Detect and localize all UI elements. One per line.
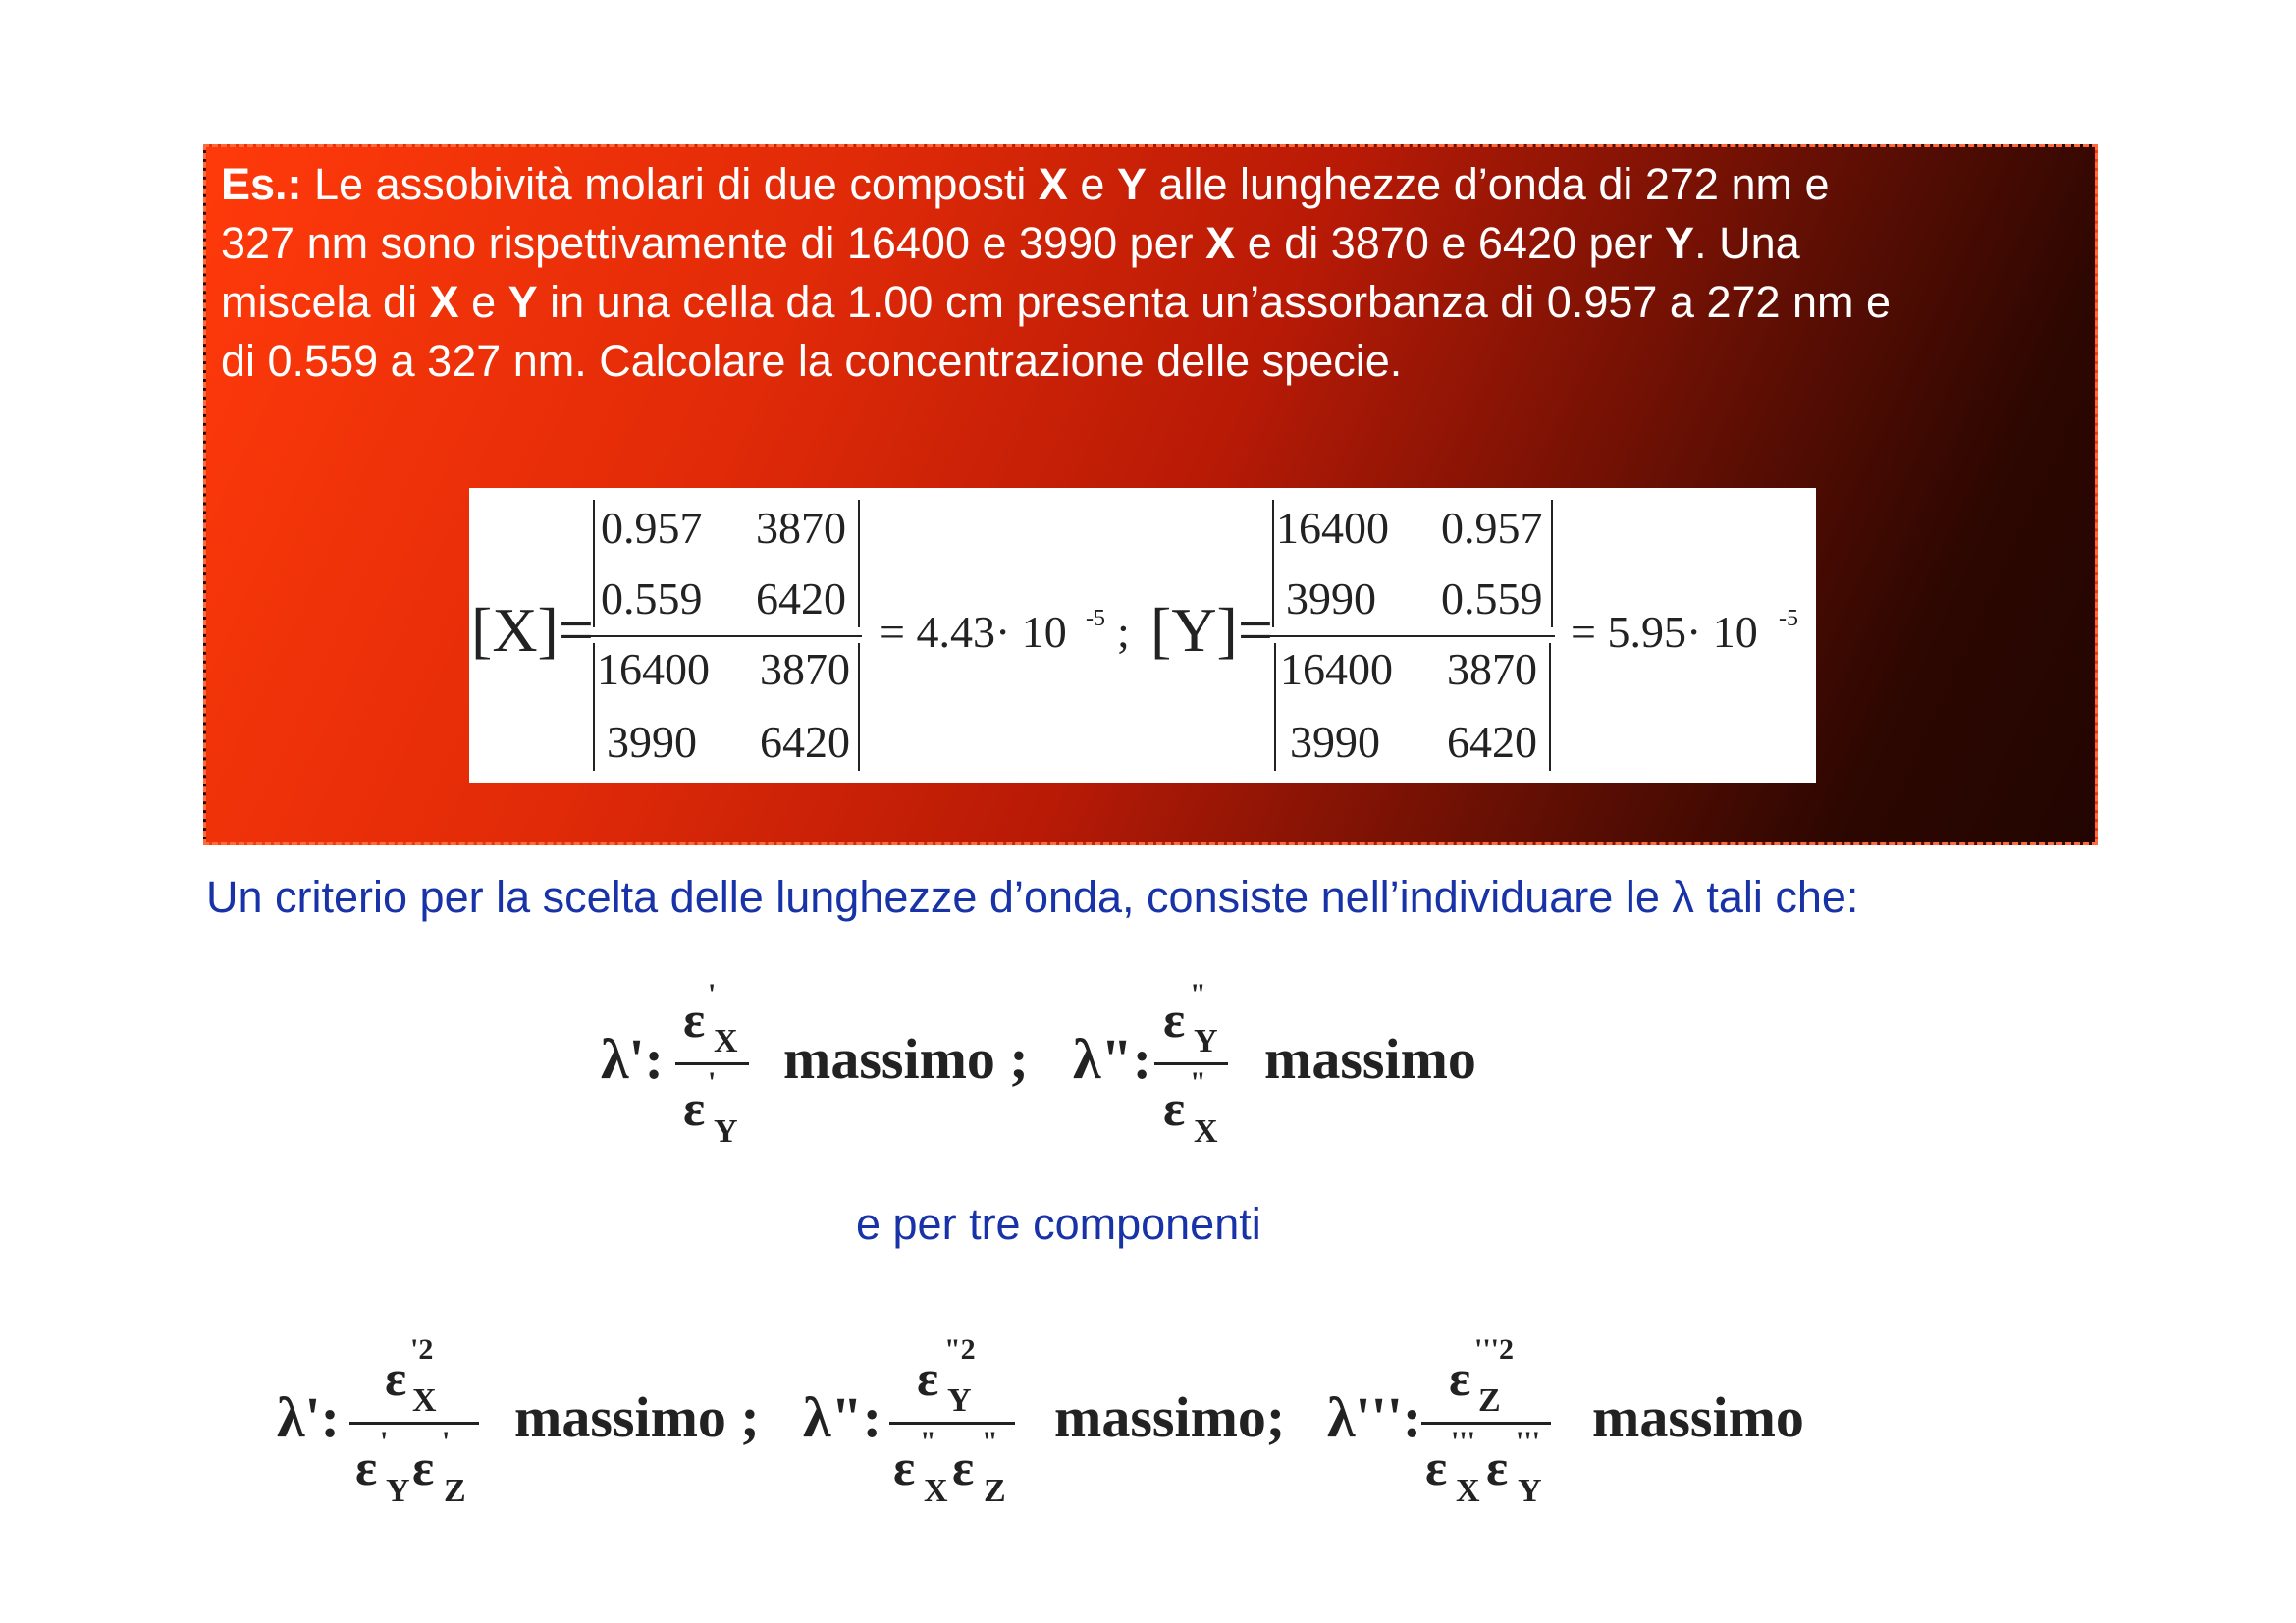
matrix-cell: 6420 (1447, 717, 1537, 767)
epsilon: ε (1163, 1081, 1186, 1137)
det-bar (1272, 500, 1274, 627)
var-y: Y (1116, 159, 1147, 209)
matrix-cell: 6420 (760, 717, 850, 767)
epsilon: ε (917, 1351, 939, 1407)
matrix-cell: 0.957 (1441, 503, 1543, 553)
subscript-x: X (714, 1023, 738, 1059)
fraction-line (889, 1422, 1015, 1425)
subscript-z: Z (984, 1473, 1006, 1509)
prime: ' (708, 1066, 717, 1099)
massimo-sep: massimo; (1054, 1385, 1286, 1449)
subscript-y: Y (386, 1473, 410, 1509)
det-bar (1274, 643, 1276, 771)
matrix-cell: 0.957 (601, 503, 703, 553)
matrix-cell: 16400 (597, 644, 710, 694)
det-bar (593, 500, 595, 627)
subscript-z: Z (1478, 1382, 1501, 1419)
problem-line: miscela di (221, 277, 430, 327)
fraction-line (1154, 1062, 1228, 1065)
double-prime: " (982, 1426, 998, 1458)
double-prime: " (920, 1426, 936, 1458)
matrix-cell: 0.559 (1441, 573, 1543, 623)
double-prime: " (1190, 1066, 1206, 1099)
double-prime: " (1190, 978, 1206, 1010)
var-y: Y (1665, 218, 1695, 268)
epsilon: ε (1449, 1351, 1471, 1407)
subscript-y: Y (947, 1382, 972, 1419)
fraction-line (1421, 1422, 1551, 1425)
problem-line: alle lunghezze d’onda di 272 nm e (1146, 159, 1830, 209)
problem-line: 327 nm sono rispettivamente di 16400 e 3990 per (221, 218, 1206, 268)
three-components-text: e per tre componenti (856, 1199, 1261, 1249)
epsilon: ε (1425, 1440, 1448, 1496)
var-x: X (1205, 218, 1236, 268)
separator: ; (1117, 607, 1130, 657)
fraction-line (349, 1422, 479, 1425)
epsilon: ε (385, 1351, 407, 1407)
epsilon: ε (1486, 1440, 1509, 1496)
formula-box (469, 488, 1816, 783)
prime: ' (442, 1426, 451, 1458)
subscript-z: Z (444, 1473, 466, 1509)
matrix-cell: 3870 (1447, 644, 1537, 694)
lambda-1: λ': (277, 1385, 340, 1449)
triple-prime: ''' (1516, 1426, 1541, 1458)
det-bar (858, 643, 860, 771)
x-exponent: -5 (1086, 606, 1105, 631)
massimo-sep: massimo ; (514, 1385, 760, 1449)
epsilon: ε (952, 1440, 975, 1496)
var-y: Y (507, 277, 538, 327)
problem-line: e (1067, 159, 1117, 209)
subscript-x: X (1194, 1113, 1218, 1150)
det-bar (858, 500, 860, 627)
subscript-y: Y (1194, 1023, 1218, 1059)
epsilon: ε (893, 1440, 916, 1496)
y-result: = 5.95· 10 (1571, 607, 1758, 657)
problem-line: . Una (1694, 218, 1800, 268)
subscript-y: Y (714, 1113, 738, 1150)
criterion-text: Un criterio per la scelta delle lunghezze d’onda, consiste nell’individuare le λ tali che: (206, 872, 1859, 922)
problem-line: e di 3870 e 6420 per (1235, 218, 1666, 268)
lambda-2: λ": (1073, 1027, 1152, 1091)
epsilon: ε (683, 993, 706, 1049)
subscript-x: X (924, 1473, 948, 1509)
massimo: massimo (1264, 1027, 1476, 1091)
subscript-x: X (412, 1382, 437, 1419)
triple-prime: ''' (1451, 1426, 1476, 1458)
det-bar (1549, 643, 1551, 771)
fraction-line (1266, 635, 1555, 637)
matrix-cell: 3990 (1286, 573, 1376, 623)
epsilon: ε (355, 1440, 378, 1496)
prime: ' (708, 978, 717, 1010)
superscript: "2 (944, 1333, 976, 1366)
y-label: [Y]= (1150, 595, 1273, 665)
det-bar (1551, 500, 1553, 627)
matrix-cell: 3990 (1290, 717, 1380, 767)
es-label: Es.: (221, 159, 302, 209)
lambda-1: λ': (601, 1027, 664, 1091)
matrix-cell: 3870 (760, 644, 850, 694)
y-exponent: -5 (1779, 606, 1798, 631)
prime: ' (380, 1426, 389, 1458)
fraction-line (675, 1062, 749, 1065)
massimo: massimo (1592, 1385, 1804, 1449)
subscript-y: Y (1518, 1473, 1542, 1509)
superscript: '''2 (1474, 1333, 1515, 1366)
superscript: '2 (410, 1333, 434, 1366)
problem-line: in una cella da 1.00 cm presenta un’assorbanza di 0.957 a 272 nm e (537, 277, 1892, 327)
epsilon: ε (683, 1081, 706, 1137)
matrix-cell: 6420 (756, 573, 846, 623)
var-x: X (1038, 159, 1068, 209)
matrix-cell: 16400 (1276, 503, 1389, 553)
epsilon: ε (1163, 993, 1186, 1049)
fraction-line (587, 635, 862, 637)
epsilon: ε (412, 1440, 435, 1496)
matrix-cell: 0.559 (601, 573, 703, 623)
matrix-cell: 3990 (607, 717, 697, 767)
problem-line: Le assobività molari di due composti (301, 159, 1039, 209)
subscript-x: X (1456, 1473, 1480, 1509)
lambda-2: λ": (803, 1385, 882, 1449)
var-x: X (429, 277, 459, 327)
det-bar (593, 643, 595, 771)
massimo-sep: massimo ; (783, 1027, 1029, 1091)
x-result: = 4.43· 10 (880, 607, 1067, 657)
x-label: [X]= (471, 595, 594, 665)
problem-line: e (458, 277, 508, 327)
matrix-cell: 3870 (756, 503, 846, 553)
problem-text (221, 155, 2086, 391)
lambda-3: λ''': (1327, 1385, 1422, 1449)
matrix-cell: 16400 (1280, 644, 1393, 694)
problem-line: di 0.559 a 327 nm. Calcolare la concentrazione delle specie. (221, 336, 1403, 386)
